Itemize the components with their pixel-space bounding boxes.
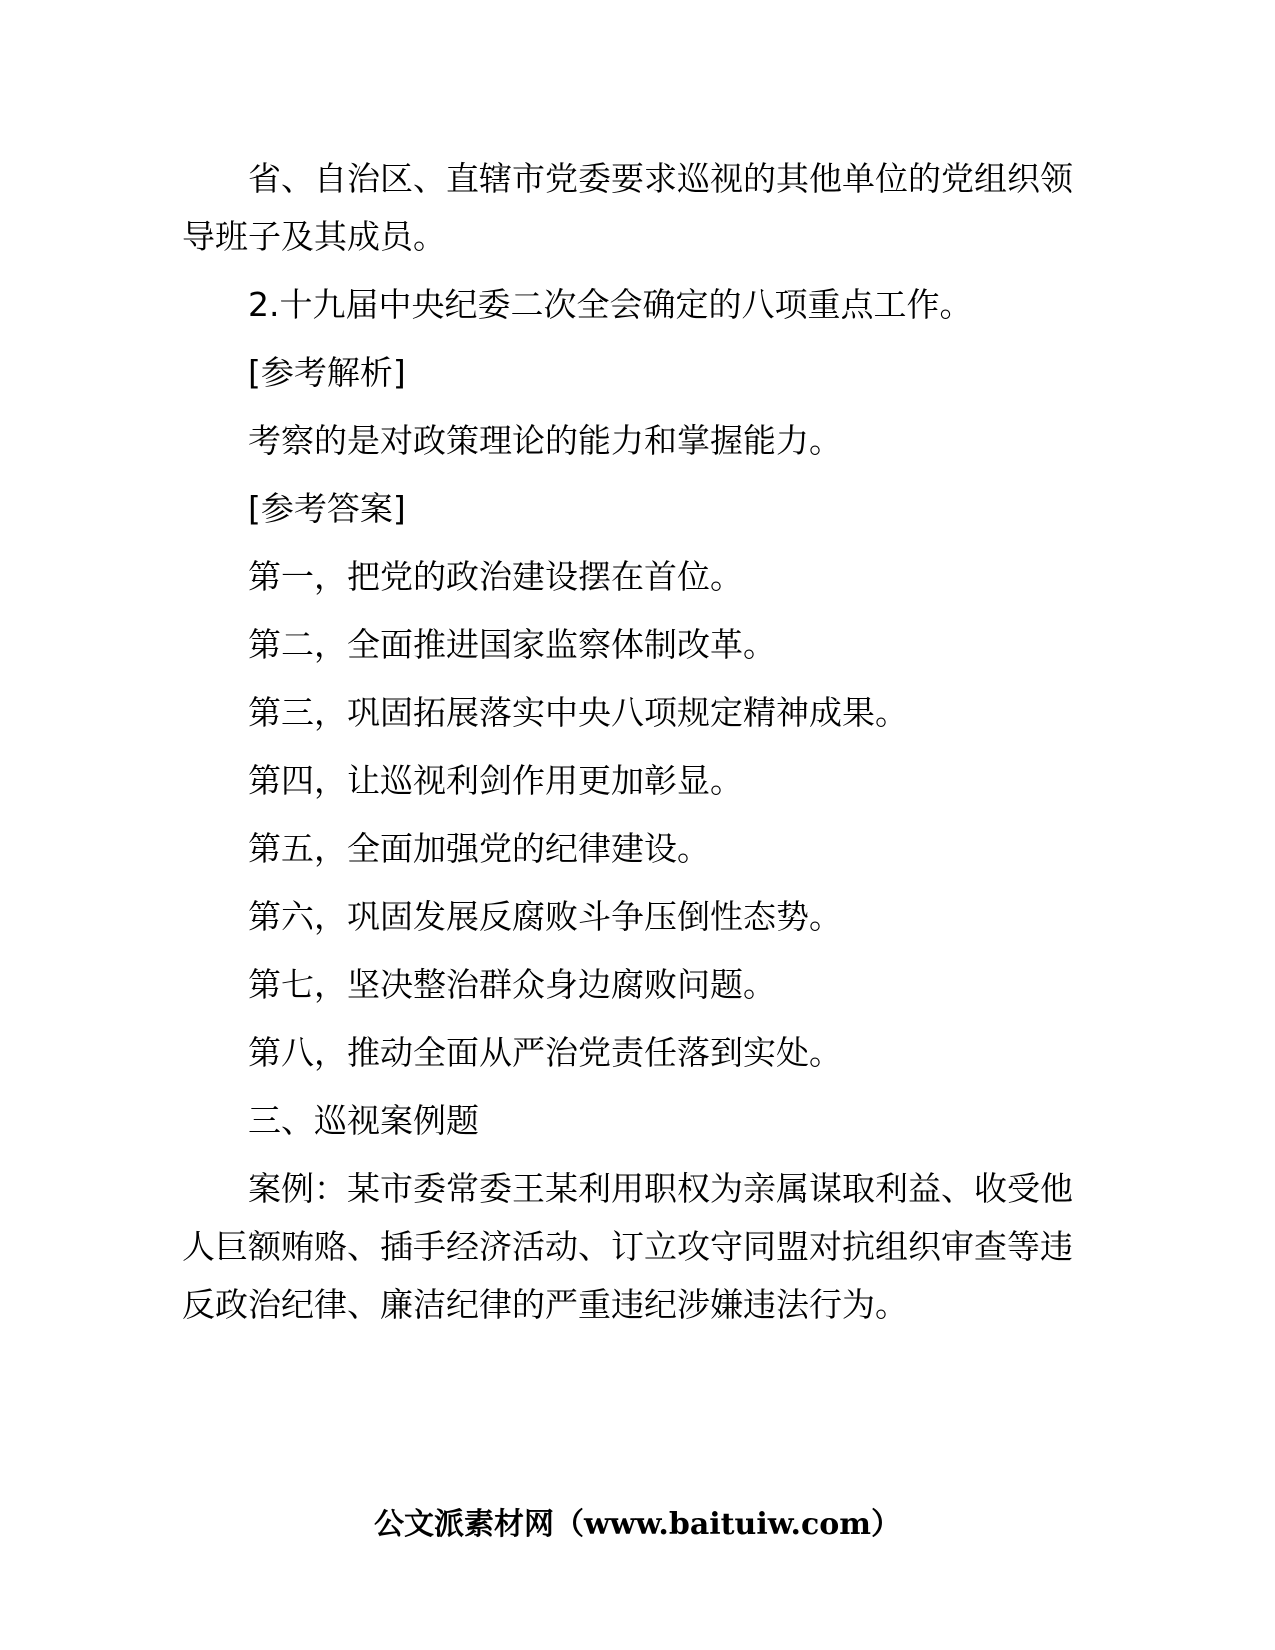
paragraph-answer-7: 第七，坚决整治群众身边腐败问题。 [248,965,776,1004]
paragraph-answer-6: 第六，巩固发展反腐败斗争压倒性态势。 [248,897,842,936]
document-body [182,150,1092,1334]
footer-watermark: 公文派素材网（www.baituiw.com） [373,1507,902,1542]
paragraph-answer-2: 第二，全面推进国家监察体制改革。 [248,625,776,664]
paragraph-case-text: 案例：某市委常委王某利用职权为亲属谋取利益、收受他人巨额贿赂、插手经济活动、订立攻守同盟对抗组织审查等违反政治纪律、廉洁纪律的严重违纪涉嫌违法行为。 [182,1169,1073,1324]
paragraph-answer-5: 第五，全面加强党的纪律建设。 [248,829,710,868]
paragraph-inspection-scope: 省、自治区、直辖市党委要求巡视的其他单位的党组织领导班子及其成员。 [182,159,1073,256]
paragraph-answer-3: 第三，巩固拓展落实中央八项规定精神成果。 [248,693,908,732]
paragraph-answer-heading: [参考答案] [248,489,406,528]
paragraph-analysis-heading: [参考解析] [248,353,406,392]
paragraph-answer-4: 第四，让巡视利剑作用更加彰显。 [248,761,743,800]
paragraph-analysis-text: 考察的是对政策理论的能力和掌握能力。 [248,421,842,460]
section-heading-case-study: 三、巡视案例题 [248,1101,479,1140]
paragraph-answer-1: 第一，把党的政治建设摆在首位。 [248,557,743,596]
paragraph-question-2: 2.十九届中央纪委二次全会确定的八项重点工作。 [248,285,973,324]
paragraph-answer-8: 第八，推动全面从严治党责任落到实处。 [248,1033,842,1072]
